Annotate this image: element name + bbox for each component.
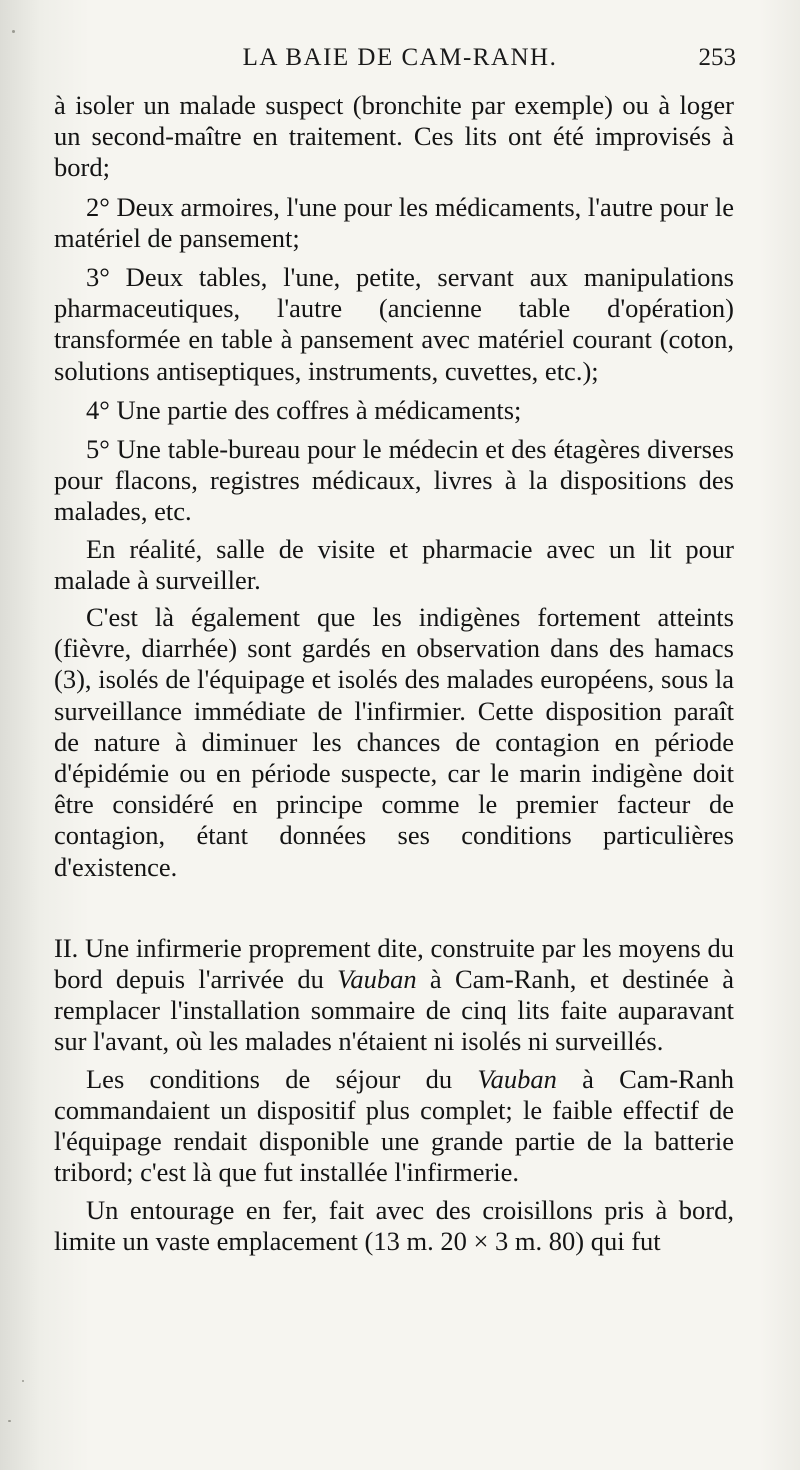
paragraph-entourage: Un entourage en fer, fait avec des croisillons pris à bord, limite un vaste emplacement (13 m. 20 × 3 m. 80) qui fut bbox=[54, 1194, 734, 1256]
paragraph-continuation: à isoler un malade suspect (bronchite par exemple) ou à loger un second-maître en traitement. Ces lits ont été improvisés à bord; bbox=[54, 90, 734, 183]
running-title: LA BAIE DE CAM-RANH. bbox=[242, 44, 558, 71]
paragraph-conditions bbox=[54, 1064, 734, 1189]
page-header bbox=[0, 44, 800, 80]
list-item-2: 2° Deux armoires, l'une pour les médicaments, l'autre pour le matériel de pansement; bbox=[54, 191, 734, 253]
body-text bbox=[54, 90, 734, 1257]
ship-name: Vauban bbox=[477, 1063, 557, 1094]
list-item-3: 3° Deux tables, l'une, petite, servant aux manipulations pharmaceutiques, l'autre (ancienne table d'opération) transformée en table à pansement avec matériel courant (coton, solutions antiseptiques, instruments, cuvettes, etc.); bbox=[54, 262, 734, 386]
conditions-text-before: Les conditions de séjour du bbox=[86, 1063, 478, 1094]
list-item-5: 5° Une table-bureau pour le médecin et des étagères diverses pour flacons, registres médicaux, livres à la dispositions des malades, etc. bbox=[54, 434, 734, 527]
scan-speck bbox=[22, 1380, 24, 1382]
conditions-text-after: à Cam-Ranh commandaient un dispositif plus complet; le faible effectif de l'équipage rendait disponible une grande partie de la batterie tribord; c'est là que fut installée l'infirmerie. bbox=[54, 1063, 734, 1188]
scan-speck bbox=[8, 1420, 11, 1422]
page-number: 253 bbox=[698, 44, 736, 71]
ship-name: Vauban bbox=[337, 964, 417, 995]
list-item-4: 4° Une partie des coffres à médicaments; bbox=[86, 394, 522, 425]
paragraph-indigenes: C'est là également que les indigènes fortement atteints (fièvre, diarrhée) sont gardés en observation dans des hamacs (3), isolés de l'équipage et isolés des malades européens, sous la surveillance immédiate de l'infirmier. Cette disposition paraît de nature à diminuer les chances de contagion en période d'épidémie ou en période suspecte, car le marin indigène doit être considéré en principe comme le premier facteur de contagion, étant données ses conditions particulières d'existence. bbox=[54, 602, 734, 882]
section-ii-paragraph bbox=[54, 933, 734, 1058]
scan-speck bbox=[12, 30, 15, 33]
paragraph-en-realite: En réalité, salle de visite et pharmacie avec un lit pour malade à surveiller. bbox=[54, 533, 734, 595]
section-ii-text-after: à Cam-Ranh, et destinée à remplacer l'installation sommaire de cinq lits faite auparavant sur l'avant, où les malades n'étaient ni isolés ni surveillés. bbox=[54, 964, 734, 1057]
section-ii-text-before: II. Une infirmerie proprement dite, construite par les moyens du bord depuis l'arrivée du bbox=[54, 932, 734, 995]
